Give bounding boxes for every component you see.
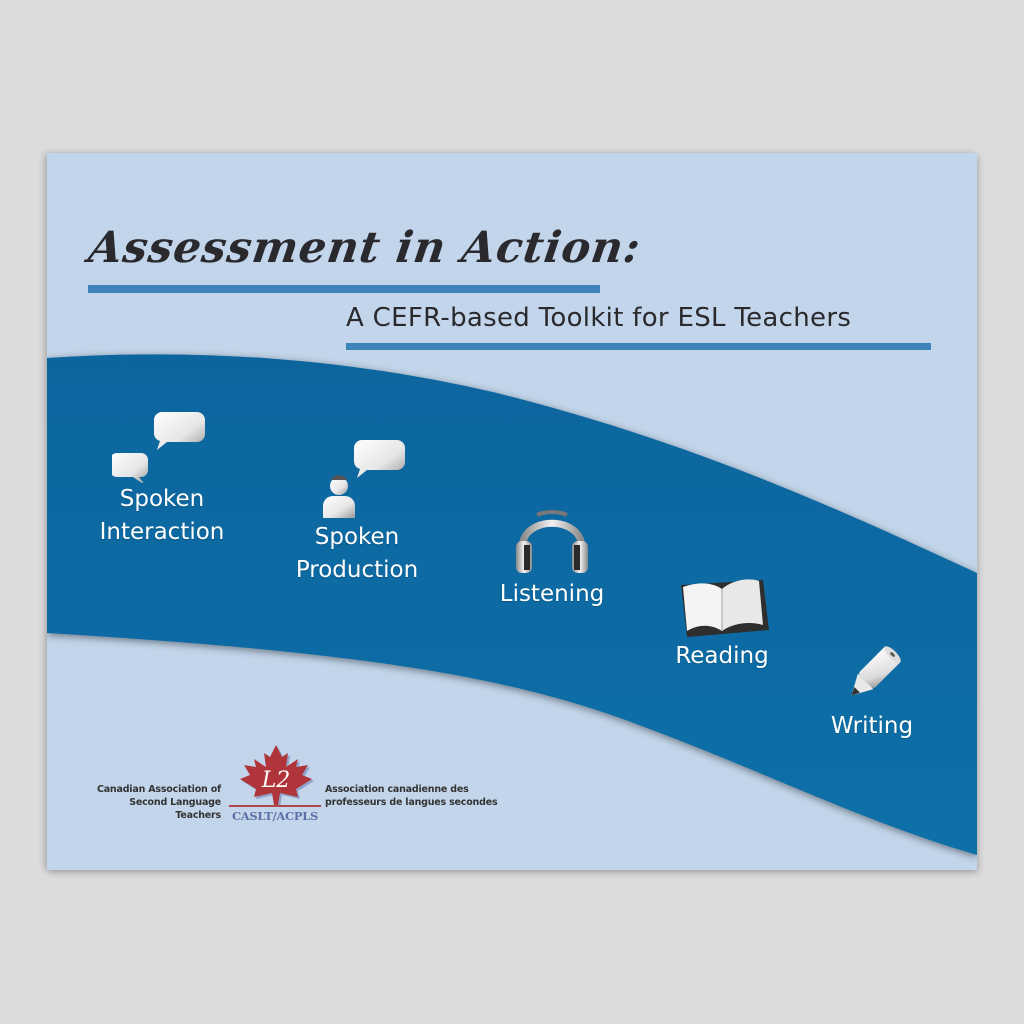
headphones-icon xyxy=(512,503,592,578)
open-book-icon xyxy=(675,575,770,640)
skill-reading xyxy=(647,575,797,673)
title-underline xyxy=(88,285,600,293)
skill-label: Writing xyxy=(830,713,914,739)
skill-label: Production xyxy=(295,557,419,583)
org-name-english: Canadian Association of Second Language Teachers xyxy=(96,784,221,821)
skill-writing xyxy=(797,640,947,743)
skill-label: Interaction xyxy=(99,519,225,545)
skill-label: Listening xyxy=(499,581,605,607)
skill-spoken-production xyxy=(282,436,432,587)
skill-label: Spoken xyxy=(119,486,205,512)
org-name-french: Association canadienne des professeurs de langues secondes xyxy=(325,784,498,808)
subtitle-underline xyxy=(346,343,931,350)
caslt-logo xyxy=(87,743,547,833)
skill-spoken-interaction xyxy=(87,408,237,549)
cover-title: Assessment in Action: xyxy=(85,223,645,273)
skill-label: Spoken xyxy=(314,524,400,550)
pencil-icon xyxy=(837,640,907,710)
speech-bubbles-icon xyxy=(112,408,212,483)
skill-listening xyxy=(477,503,627,611)
person-speaking-icon xyxy=(307,436,407,521)
cover-card xyxy=(47,153,977,870)
logo-abbreviation: CASLT/ACPLS xyxy=(231,809,319,823)
logo-divider xyxy=(229,805,321,807)
cover-subtitle: A CEFR-based Toolkit for ESL Teachers xyxy=(346,303,852,333)
skill-label: Reading xyxy=(675,643,769,669)
logo-mark: L2 xyxy=(261,768,291,793)
maple-leaf-icon xyxy=(232,743,320,805)
